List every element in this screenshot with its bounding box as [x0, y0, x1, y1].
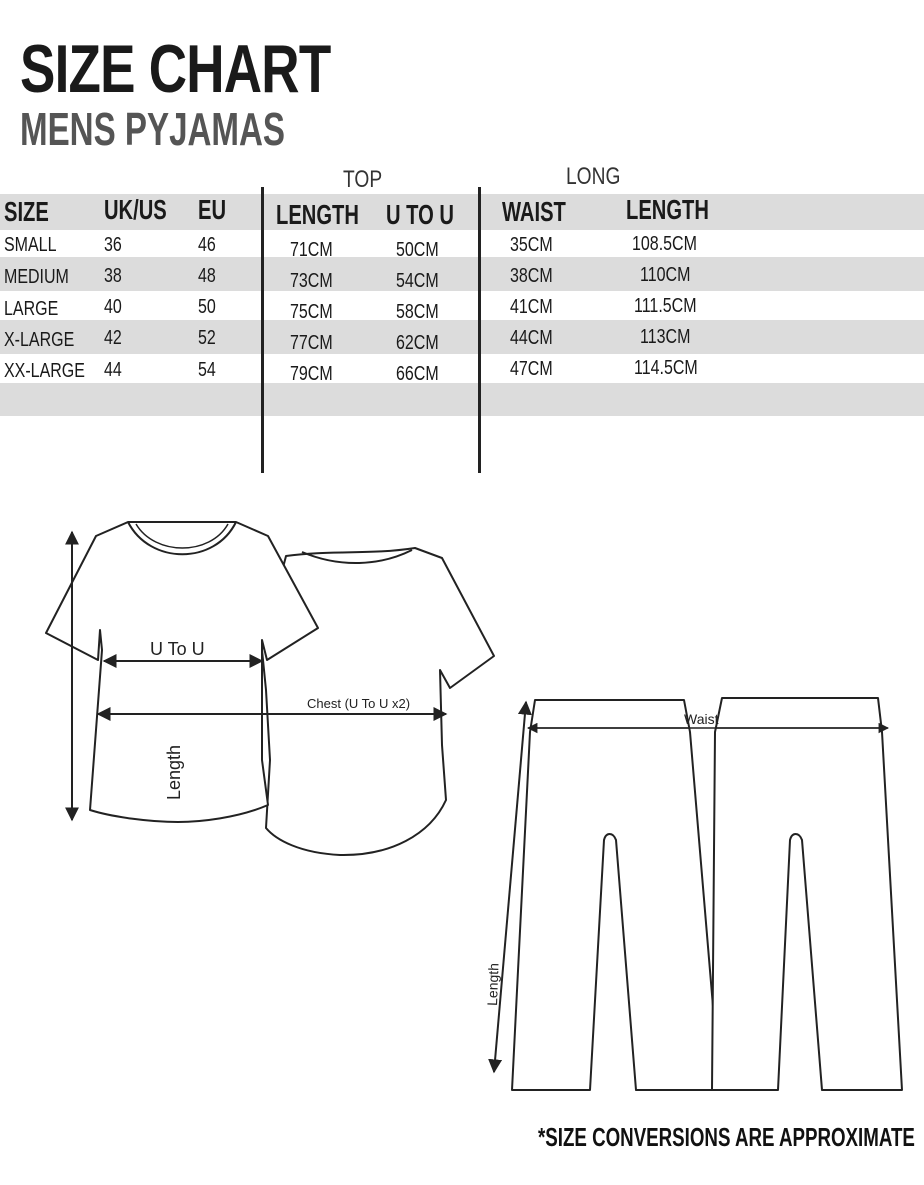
cell-u-to-u: 66CM — [396, 363, 439, 385]
group-heading-long: LONG — [566, 163, 621, 190]
cell-long-length: 114.5CM — [634, 357, 698, 379]
cell-eu: 52 — [198, 327, 216, 349]
cell-size: LARGE — [4, 298, 59, 320]
cell-waist: 38CM — [510, 265, 553, 287]
cell-top-length: 79CM — [290, 363, 333, 385]
cell-uk-us: 40 — [104, 296, 122, 318]
cell-long-length: 113CM — [640, 326, 691, 348]
cell-waist: 47CM — [510, 358, 553, 380]
cell-waist: 44CM — [510, 327, 553, 349]
group-heading-top: TOP — [343, 166, 383, 193]
column-header-top-length: LENGTH — [276, 199, 359, 230]
cell-u-to-u: 50CM — [396, 239, 439, 261]
cell-uk-us: 36 — [104, 234, 122, 256]
cell-long-length: 108.5CM — [632, 233, 697, 255]
cell-top-length: 71CM — [290, 239, 333, 261]
cell-u-to-u: 62CM — [396, 332, 439, 354]
chest-label: Chest (U To U x2) — [307, 696, 411, 711]
waist-label: Waist — [684, 711, 719, 727]
column-header-u-to-u: U TO U — [386, 199, 454, 230]
cell-uk-us: 38 — [104, 265, 122, 287]
cell-size: SMALL — [4, 234, 57, 256]
cell-long-length: 110CM — [640, 264, 691, 286]
column-header-waist: WAIST — [502, 196, 566, 227]
cell-size: X-LARGE — [4, 329, 75, 351]
cell-u-to-u: 58CM — [396, 301, 439, 323]
column-header-eu: EU — [198, 194, 227, 225]
cell-uk-us: 44 — [104, 359, 122, 381]
column-header-long-length: LENGTH — [626, 194, 709, 225]
top-length-label: Length — [164, 744, 184, 800]
page-subtitle: MENS PYJAMAS — [20, 103, 286, 155]
page-title: SIZE CHART — [20, 31, 331, 107]
cell-size: XX-LARGE — [4, 360, 85, 382]
cell-top-length: 73CM — [290, 270, 333, 292]
cell-size: MEDIUM — [4, 266, 69, 288]
pants-length-label: Length — [484, 962, 502, 1007]
cell-eu: 50 — [198, 296, 216, 318]
column-header-uk-us: UK/US — [104, 194, 167, 225]
column-header-size: SIZE — [4, 196, 49, 227]
cell-long-length: 111.5CM — [634, 295, 697, 317]
u-to-u-label: U To U — [150, 639, 205, 659]
cell-top-length: 75CM — [290, 301, 333, 323]
pants-illustration — [512, 698, 902, 1090]
cell-eu: 54 — [198, 359, 216, 381]
cell-eu: 46 — [198, 234, 216, 256]
cell-waist: 35CM — [510, 234, 553, 256]
cell-uk-us: 42 — [104, 327, 122, 349]
cell-u-to-u: 54CM — [396, 270, 439, 292]
cell-top-length: 77CM — [290, 332, 333, 354]
size-conversion-note: *SIZE CONVERSIONS ARE APPROXIMATE — [538, 1122, 915, 1152]
cell-eu: 48 — [198, 265, 216, 287]
cell-waist: 41CM — [510, 296, 553, 318]
